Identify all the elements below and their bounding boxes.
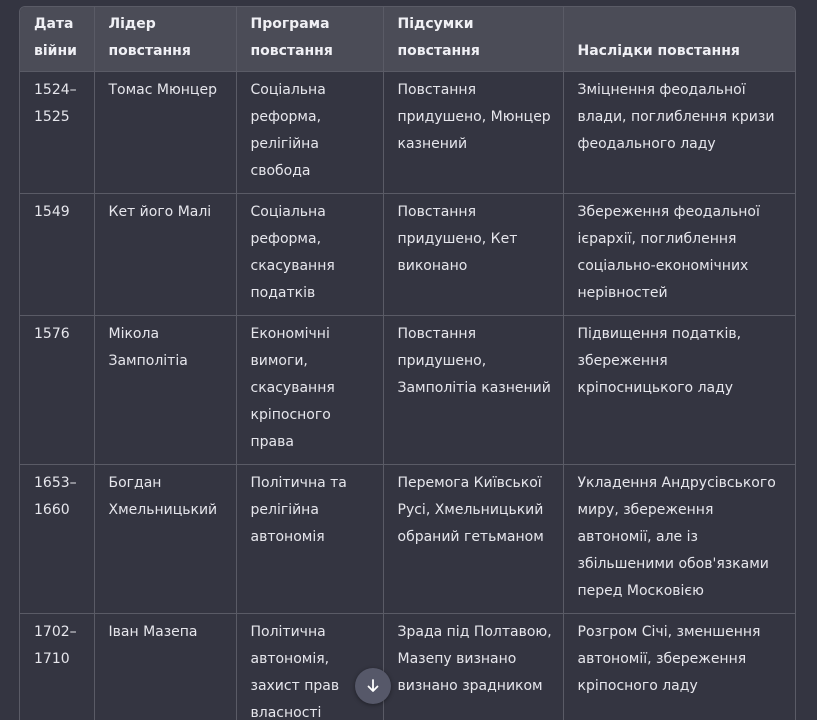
header-date: Дата війни — [20, 7, 94, 72]
cell-leader: Томас Мюнцер — [94, 72, 236, 194]
cell-results: Повстання придушено, Мюнцер казнений — [383, 72, 563, 194]
cell-results: Перемога Київської Русі, Хмельницький обраний гетьманом — [383, 465, 563, 614]
table-row — [20, 465, 796, 614]
header-program: Програма повстання — [236, 7, 383, 72]
cell-program: Економічні вимоги, скасування кріпосного права — [236, 316, 383, 465]
cell-consequences: Розгром Січі, зменшення автономії, збереження кріпосного ладу — [563, 614, 796, 720]
uprisings-table — [20, 7, 796, 720]
cell-date: 1653–1660 — [20, 465, 94, 614]
header-results: Підсумки повстання — [383, 7, 563, 72]
cell-date: 1576 — [20, 316, 94, 465]
arrow-down-icon — [365, 678, 381, 694]
header-leader: Лідер повстання — [94, 7, 236, 72]
table-row — [20, 614, 796, 720]
table-row — [20, 72, 796, 194]
header-consequences: Наслідки повстання — [577, 43, 740, 59]
cell-date: 1549 — [20, 194, 94, 316]
cell-leader: Кет його Малі — [94, 194, 236, 316]
table-header-row — [20, 7, 796, 72]
cell-program: Соціальна реформа, скасування податків — [236, 194, 383, 316]
cell-consequences: Укладення Андрусівського миру, збереження автономії, але із збільшеними обов'язками перед Московією — [563, 465, 796, 614]
cell-consequences: Підвищення податків, збереження кріпосницького ладу — [563, 316, 796, 465]
cell-leader: Мікола Замполітіа — [94, 316, 236, 465]
scroll-to-bottom-button[interactable] — [355, 668, 391, 704]
cell-program: Політична автономія, захист прав власності — [236, 614, 383, 720]
cell-program: Соціальна реформа, релігійна свобода — [236, 72, 383, 194]
cell-consequences: Зміцнення феодальної влади, поглиблення кризи феодального ладу — [563, 72, 796, 194]
table-row — [20, 316, 796, 465]
cell-leader: Іван Мазепа — [94, 614, 236, 720]
cell-results: Повстання придушено, Кет виконано — [383, 194, 563, 316]
table-row — [20, 194, 796, 316]
cell-results: Зрада під Полтавою, Мазепу визнано визнано зрадником — [383, 614, 563, 720]
cell-program: Політична та релігійна автономія — [236, 465, 383, 614]
cell-date: 1524–1525 — [20, 72, 94, 194]
cell-leader: Богдан Хмельницький — [94, 465, 236, 614]
table-container — [19, 6, 796, 720]
cell-results: Повстання придушено, Замполітіа казнений — [383, 316, 563, 465]
cell-consequences: Збереження феодальної ієрархії, поглиблення соціально-економічних нерівностей — [563, 194, 796, 316]
cell-date: 1702–1710 — [20, 614, 94, 720]
